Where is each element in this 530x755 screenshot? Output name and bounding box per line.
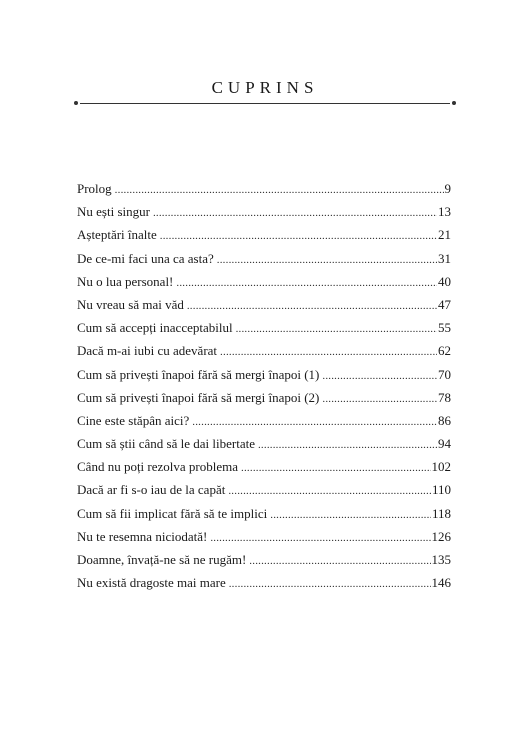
toc-entry[interactable] [77, 436, 451, 459]
toc-entry-page: 9 [444, 181, 451, 196]
toc-entry-title: Nu există dragoste mai mare [77, 575, 226, 591]
toc-entry-page: 110 [431, 482, 451, 498]
toc-entry[interactable] [77, 251, 451, 274]
dot-leader [220, 344, 437, 360]
toc-entry[interactable] [77, 320, 451, 343]
toc-entry-page: 102 [431, 459, 451, 475]
dot-leader [176, 275, 437, 291]
toc-entry-title: Cum să privești înapoi fără să mergi înapoi (2) [77, 389, 320, 405]
toc-entry[interactable] [77, 506, 451, 529]
dot-leader [241, 460, 430, 476]
toc-entry-title: Dacă m-ai iubi cu adevărat [77, 343, 218, 359]
toc-entry-title: Cum să fii implicat fără să te implici [77, 505, 268, 521]
toc-entry[interactable] [77, 529, 451, 552]
dot-leader [210, 530, 430, 546]
toc-entry-title: Nu te resemna niciodată! [77, 528, 208, 544]
toc-entry-page: 78 [438, 389, 451, 405]
toc-entry-page: 86 [438, 412, 451, 428]
dot-leader [322, 368, 437, 384]
toc-entry-page: 21 [438, 227, 451, 243]
table-of-contents [77, 181, 451, 598]
toc-entry[interactable] [77, 367, 451, 390]
toc-entry-page: 13 [438, 204, 451, 220]
toc-entry-page: 135 [431, 552, 451, 567]
toc-entry-title: Nu vreau să mai văd [77, 296, 184, 312]
toc-entry-title: Prolog [77, 181, 112, 196]
page-title: CUPRINS [211, 78, 319, 97]
dot-leader [228, 483, 431, 499]
toc-entry-title: Nu o lua personal! [77, 273, 174, 289]
toc-entry-title: Așteptări înalte [77, 227, 157, 243]
dot-leader [153, 205, 437, 221]
toc-entry[interactable] [77, 552, 451, 575]
toc-entry-page: 118 [431, 505, 451, 521]
dot-leader [249, 553, 430, 569]
toc-entry[interactable] [77, 575, 451, 598]
toc-entry[interactable] [77, 274, 451, 297]
rule-ornament-right [452, 101, 456, 105]
toc-entry[interactable] [77, 482, 451, 505]
dot-leader [160, 228, 437, 244]
toc-entry-page: 62 [438, 343, 451, 359]
toc-entry-page: 47 [438, 296, 451, 312]
toc-entry-page: 40 [438, 273, 451, 289]
dot-leader [270, 507, 431, 523]
toc-entry-title: De ce-mi faci una ca asta? [77, 250, 214, 266]
toc-entry[interactable] [77, 343, 451, 366]
dot-leader [192, 414, 437, 430]
toc-entry[interactable] [77, 204, 451, 227]
dot-leader [258, 437, 437, 453]
toc-entry-title: Doamne, învață-ne să ne rugăm! [77, 552, 247, 567]
toc-entry[interactable] [77, 390, 451, 413]
toc-entry[interactable] [77, 459, 451, 482]
toc-entry[interactable] [77, 413, 451, 436]
toc-entry-title: Nu ești singur [77, 204, 150, 220]
toc-entry[interactable] [77, 297, 451, 320]
toc-entry[interactable] [77, 181, 451, 204]
dot-leader [236, 321, 437, 337]
toc-entry-title: Cum să accepți inacceptabilul [77, 320, 233, 336]
toc-entry-title: Cum să știi când să le dai libertate [77, 436, 255, 452]
toc-entry-page: 70 [438, 366, 451, 382]
toc-entry-title: Când nu poți rezolva problema [77, 459, 239, 475]
dot-leader [322, 391, 437, 407]
dot-leader [187, 298, 437, 314]
toc-entry-page: 31 [438, 250, 451, 266]
title-divider [80, 103, 450, 104]
toc-entry-page: 126 [431, 528, 451, 544]
toc-entry-page: 55 [438, 320, 451, 336]
dot-leader [217, 252, 437, 268]
rule-ornament-left [74, 101, 78, 105]
dot-leader [115, 182, 444, 198]
toc-entry[interactable] [77, 227, 451, 250]
dot-leader [229, 576, 431, 592]
toc-entry-title: Cine este stăpân aici? [77, 412, 190, 428]
toc-entry-page: 146 [431, 575, 451, 591]
toc-entry-title: Cum să privești înapoi fără să mergi înapoi (1) [77, 366, 320, 382]
toc-entry-page: 94 [438, 436, 451, 452]
toc-entry-title: Dacă ar fi s-o iau de la capăt [77, 482, 226, 498]
